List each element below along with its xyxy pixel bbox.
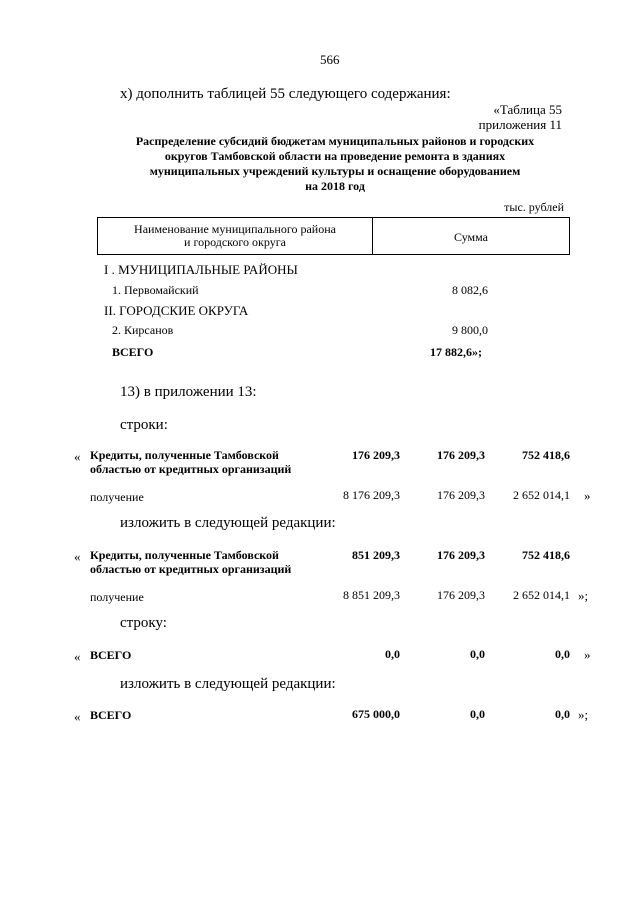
table-header bbox=[97, 217, 570, 255]
value-col3: 752 418,6 bbox=[522, 548, 570, 562]
sub-value-col3: 2 652 014,1 bbox=[513, 588, 570, 602]
row-name-line2: областью от кредитных организаций bbox=[90, 462, 292, 476]
table-row-section1: I . МУНИЦИПАЛЬНЫЕ РАЙОНЫ bbox=[104, 262, 298, 277]
label-redakcia-2: изложить в следующей редакции: bbox=[120, 676, 336, 692]
value-col2: 176 209,3 bbox=[437, 548, 485, 562]
open-quote: « bbox=[74, 709, 81, 724]
column-header-name-line1: Наименование муниципального района bbox=[134, 222, 336, 236]
table-row-total-label: ВСЕГО bbox=[112, 345, 154, 359]
open-quote: « bbox=[74, 449, 81, 464]
value-col3: 0,0 bbox=[555, 707, 570, 721]
table-title-line1: Распределение субсидий бюджетам муниципальных районов и городских bbox=[135, 134, 535, 148]
units-label: тыс. рублей bbox=[504, 200, 564, 214]
close-quote: » bbox=[584, 488, 591, 503]
column-header-sum: Сумма bbox=[454, 230, 488, 244]
intro-text: х) дополнить таблицей 55 следующего содержания: bbox=[120, 86, 451, 102]
sub-value-col2: 176 209,3 bbox=[437, 488, 485, 502]
value-col1: 176 209,3 bbox=[352, 448, 400, 462]
value-col2: 0,0 bbox=[470, 707, 485, 721]
value-col1: 851 209,3 bbox=[352, 548, 400, 562]
row-name-line1: Кредиты, полученные Тамбовской bbox=[90, 448, 279, 462]
table-title-line4: на 2018 год bbox=[305, 179, 365, 193]
row-name-line2: областью от кредитных организаций bbox=[90, 562, 292, 576]
table-row-name: 2. Кирсанов bbox=[112, 323, 174, 337]
open-quote: « bbox=[74, 649, 81, 664]
label-stroku: строку: bbox=[120, 615, 167, 631]
label-stroki: строки: bbox=[120, 417, 168, 433]
value-col3: 752 418,6 bbox=[522, 448, 570, 462]
row-name-total: ВСЕГО bbox=[90, 708, 132, 722]
close-quote: »; bbox=[578, 707, 589, 722]
sub-value-col3: 2 652 014,1 bbox=[513, 488, 570, 502]
page-number: 566 bbox=[320, 52, 340, 67]
sub-label: получение bbox=[90, 490, 144, 504]
close-quote: »; bbox=[578, 588, 589, 603]
table-title-line2: округов Тамбовской области на проведение ремонта в зданиях bbox=[164, 149, 506, 163]
section-13-heading: 13) в приложении 13: bbox=[120, 384, 257, 400]
table-title-line3: муниципальных учреждений культуры и оснащение оборудованием bbox=[149, 164, 521, 178]
value-col3: 0,0 bbox=[555, 647, 570, 661]
row-name-total: ВСЕГО bbox=[90, 648, 132, 662]
table-row-value: 9 800,0 bbox=[452, 323, 488, 337]
row-name-line1: Кредиты, полученные Тамбовской bbox=[90, 548, 279, 562]
table-row-section2: II. ГОРОДСКИЕ ОКРУГА bbox=[104, 303, 249, 318]
close-quote: » bbox=[584, 647, 591, 662]
column-header-name bbox=[98, 223, 372, 249]
label-redakcia-1: изложить в следующей редакции: bbox=[120, 515, 336, 531]
value-col1: 0,0 bbox=[385, 647, 400, 661]
value-col2: 176 209,3 bbox=[437, 448, 485, 462]
sub-label: получение bbox=[90, 590, 144, 604]
value-col2: 0,0 bbox=[470, 647, 485, 661]
sub-value-col1: 8 176 209,3 bbox=[343, 488, 400, 502]
sub-value-col2: 176 209,3 bbox=[437, 588, 485, 602]
value-col1: 675 000,0 bbox=[352, 707, 400, 721]
table-row-total-value: 17 882,6»; bbox=[430, 345, 482, 359]
table-row-name: 1. Первомайский bbox=[112, 283, 199, 297]
table-reference-line2: приложения 11 bbox=[478, 117, 562, 132]
open-quote: « bbox=[74, 549, 81, 564]
sub-value-col1: 8 851 209,3 bbox=[343, 588, 400, 602]
column-header-name-line2: и городского округа bbox=[184, 235, 286, 249]
table-row-value: 8 082,6 bbox=[452, 283, 488, 297]
table-reference-line1: «Таблица 55 bbox=[493, 102, 562, 117]
